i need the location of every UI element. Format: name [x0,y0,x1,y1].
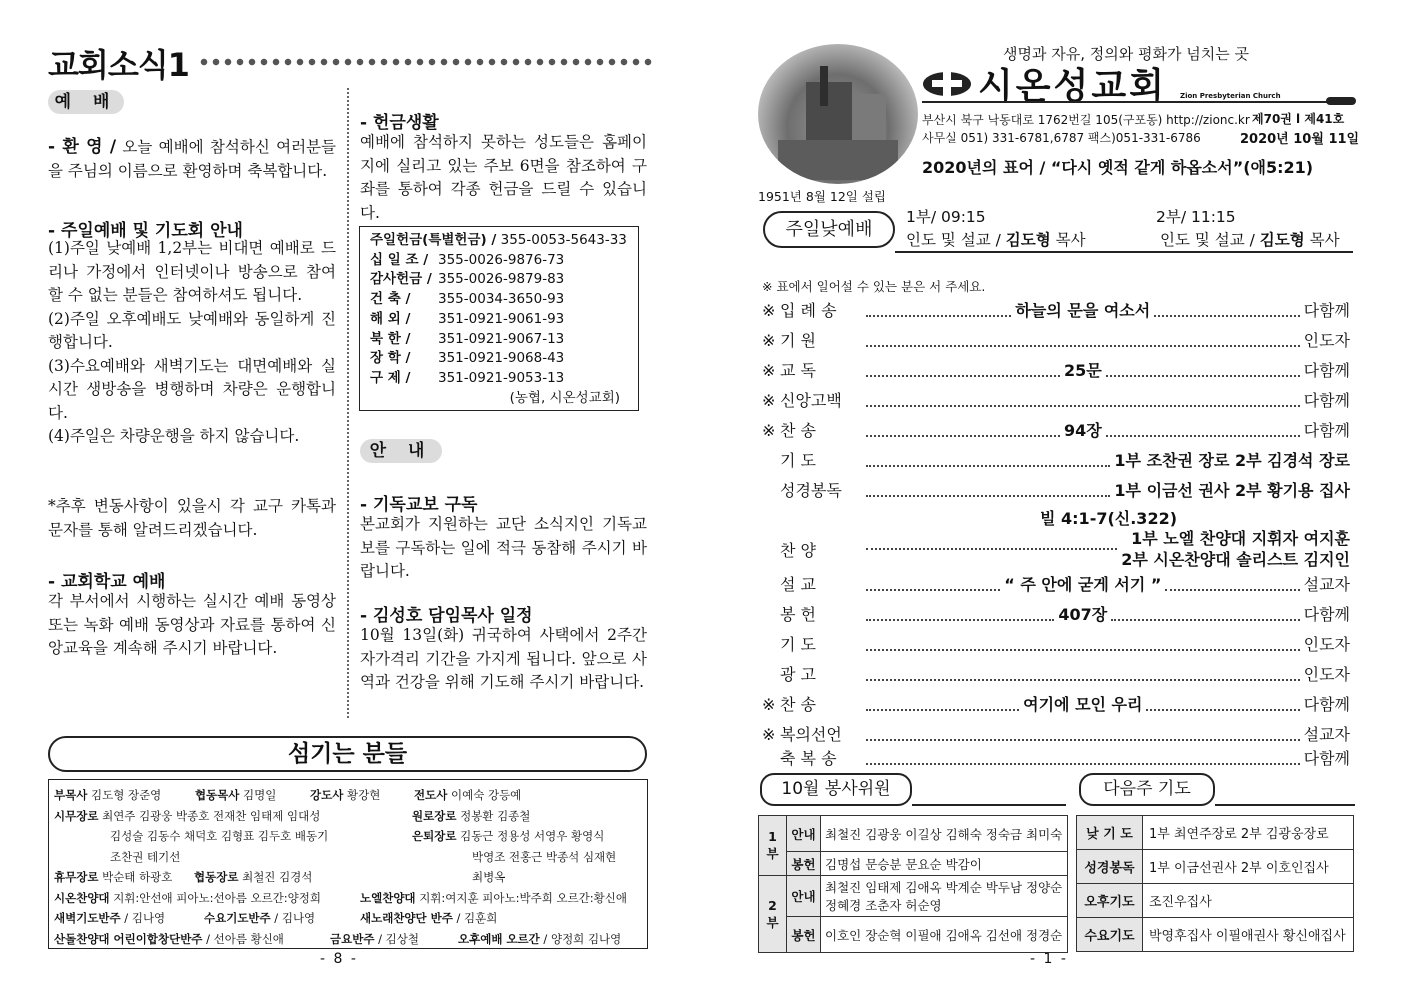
order-item: ※ 입 례 송 하늘의 문을 여소서 다함께 [762,301,1351,320]
issue-date: 2020년 10월 11일 [1240,132,1360,147]
guide-item: (1)주일 낮예배 1,2부는 비대면 예배로 드리나 가정에서 인터넷이나 방송으로 참여할 수 없는 분들은 참여하셔도 됩니다. [48,239,336,304]
account-row: 십 일 조 / 355-0026-9876-73 [370,251,565,268]
header-rule-cap [1326,97,1356,105]
service-title: 주일낮예배 [763,211,895,248]
order-item: ※ 복의선언 설교자 [762,725,1350,744]
account-row: 주일헌금(특별헌금) / 355-0053-5643-33 [370,232,627,248]
page-number-left: - 8 - [320,951,358,967]
pray-rule [1215,804,1355,806]
pray-row: 오후기도 조진우집사 [1077,884,1354,918]
volunteer-row: 2부 안내 최철진 임태제 김애옥 박계순 박두남 정양순 정혜경 조춘자 허순영 [759,876,1068,917]
servers-row: 휴무장로 박순태 하광호 협동장로 최철진 김경석 최병옥 [54,870,506,884]
volunteer-row: 봉헌 김명섭 문승분 문요순 박감이 [759,852,1068,876]
servers-row: 새벽기도반주 / 김나영 수요기도반주 / 김나영 새노래찬양단 반주 / 김훈희 [54,911,498,925]
title-dots [198,55,653,69]
volunteer-row: 1부 안내 최철진 김광웅 이길상 김해숙 정숙금 최미숙 [759,816,1068,852]
church-photo [758,44,918,184]
order-item: ※ 기 원 인도자 [762,331,1350,350]
volunteer-row: 봉헌 이호인 장순혁 이필애 김애옥 김선애 정경순 [759,917,1068,953]
welcome-text: 오늘 예배에 참석하신 여러분들을 주님의 이름으로 환영하며 축복합니다. [48,138,337,180]
order-of-service-2 [762,566,1350,770]
servers-row: 시온찬양대 지휘:안선애 피아노:선아름 오르간:양정희 노엘찬양대 지휘:여지훈 피아노:박주희 오르간:황신애 [54,890,627,905]
pray-row: 수요기도 박영후집사 이필애권사 황신애집사 [1077,918,1354,952]
servers-row: 산돌찬양대 어린이합창단반주 / 선아름 황신애 금요반주 / 김상철 오후예배 오르간 / 양정희 김나영 [54,931,622,946]
order-item: 성경봉독 1부 이금선 권사 2부 황기용 집사 [780,481,1350,500]
volume: 제70권 l 제41호 [1252,112,1345,126]
account-row: 장 학 / 351-0921-9068-43 [370,350,565,367]
servers-box [48,779,648,949]
change-note: *추후 변동사항이 있을시 각 교구 카톡과 문자를 통해 알려드리겠습니다. [48,497,336,539]
page-title: 교회소식1 [48,46,189,84]
church-en: Zion Presbyterian Church [1180,92,1281,100]
church-phone: 사무실 051) 331-6781,6787 팩스)051-331-6786 [922,131,1201,145]
order-item: 광 고 인도자 [780,665,1350,684]
servers-row: 김성술 김동수 채덕호 김형표 김두호 배동기 은퇴장로 김동근 정용성 서영우 황영식 [110,829,605,843]
scripture: 빌 4:1-7(신.322) [1040,509,1178,528]
choir-line: 1부 노엘 찬양대 지휘자 여지훈 [1131,529,1350,548]
church-address: 부산시 북구 낙동대로 1762번길 105(구포동) http://zionc.kr [922,113,1250,127]
account-row: 건 축 / 355-0034-3650-93 [370,291,565,308]
service2-leader: 인도 및 설교 / 김도형 목사 [1160,231,1340,249]
servers-row: 부목사 김도형 장준영 협동목사 김명일 강도사 황강현 전도사 이예숙 강등예 [54,788,522,802]
offer-head: - 헌금생활 [360,113,439,133]
order-item: 기 도 1부 조찬권 장로 2부 김경석 장로 [780,451,1350,470]
account-box [359,226,639,411]
account-row: 해 외 / 351-0921-9061-93 [370,310,565,327]
choir-line: 2부 시온찬양대 솔리스트 김지인 [1121,550,1350,569]
order-of-service [762,292,1350,502]
account-row: 구 제 / 351-0921-9053-13 [370,369,565,386]
order-item: 설 교 “ 주 안에 굳게 서기 ” 설교자 [780,575,1351,594]
guide-item: (4)주일은 차량운행을 하지 않습니다. [48,427,300,445]
offer-text: 예배에 참석하지 못하는 성도들은 홈페이지에 실리고 있는 주보 6면을 참조하여 구좌를 통하여 각종 헌금을 드릴 수 있습니다. [360,133,647,222]
church-logo-icon [922,64,972,100]
pray-row: 성경봉독 1부 이금선권사 2부 이호인집사 [1077,850,1354,884]
choir-item: 찬 양 1부 노엘 찬양대 지휘자 여지훈 2부 시온찬양대 솔리스트 김지인 [780,529,1350,569]
welcome-block [48,136,336,183]
order-item: ※ 신앙고백 다함께 [762,391,1350,410]
pray-title: 다음주 기도 [1079,773,1215,806]
service2-time: 2부/ 11:15 [1156,208,1236,226]
church-motto: 생명과 자유, 정의와 평화가 넘치는 곳 [1003,45,1249,63]
guide-item: (2)주일 오후예배도 낮예배와 동일하게 진행합니다. [48,309,336,351]
school-text: 각 부서에서 시행하는 실시간 예배 동영상 또는 녹화 예배 동영상과 자료를 통하여 신앙교육을 계속해 주시기 바랍니다. [48,592,336,657]
account-row: 감사헌금 / 355-0026-9879-83 [370,271,565,288]
church-name: 시온성교회 [978,66,1167,107]
volunteer-title: 10월 봉사위원 [760,773,912,806]
order-item: 기 도 인도자 [780,635,1350,654]
info-pill: 안 내 [360,439,442,463]
pastor-head: - 김성호 담임목사 일정 [360,606,533,626]
guide-head: - 주일예배 및 기도회 안내 [48,221,243,241]
servers-title: 섬기는 분들 [48,736,647,772]
order-item: ※ 교 독 25문 다함께 [762,361,1351,380]
stand-note: ※ 표에서 일어설 수 있는 분은 서 주세요. [762,279,986,294]
volunteer-rule [912,804,1066,806]
service1-leader: 인도 및 설교 / 김도형 목사 [906,231,1086,249]
servers-row: 조찬권 테기선 박영조 전홍근 박종석 심재현 [110,849,617,864]
order-item: 봉 헌 407장 다함께 [780,605,1351,624]
school-head: - 교회학교 예배 [48,572,166,592]
paper-text: 본교회가 지원하는 교단 소식지인 기독교보를 구독하는 일에 적극 동참해 주시기 바랍니다. [360,515,647,580]
pray-row: 낮 기 도 1부 최연주장로 2부 김광웅장로 [1077,816,1354,850]
column-divider [347,88,349,718]
guide-list [48,237,336,449]
welcome-head: - 환 영 / [48,137,117,157]
pastor-text: 10월 13일(화) 귀국하여 사택에서 2주간 자가격리 기간을 가지게 됩니다. 앞으로 사역과 건강을 위해 기도해 주시기 바랍니다. [360,626,647,691]
order-item: ※ 찬 송 여기에 모인 우리 다함께 [762,695,1350,714]
worship-pill: 예 배 [48,90,124,114]
service1-time: 1부/ 09:15 [906,208,986,226]
guide-item: (3)수요예배와 새벽기도는 대면예배와 실시간 생방송을 병행하며 차량은 운행합니다. [48,356,336,422]
page-number-right: - 1 - [1030,951,1068,967]
order-item: ※ 찬 송 94장 다함께 [762,421,1351,440]
service-rule [895,251,1353,253]
pray-table [1076,815,1354,952]
year-motto: 2020년의 표어 / “다시 옛적 같게 하옵소서”(애5:21) [922,158,1314,177]
header-rule [922,101,1354,103]
servers-row: 시무장로 최연주 김광웅 박종호 전재찬 임태제 임대성 원로장로 정봉환 김종철 [54,808,531,823]
volunteer-table [758,815,1068,953]
account-row: 북 한 / 351-0921-9067-13 [370,330,565,347]
founded: 1951년 8월 12일 설립 [758,189,886,204]
bank-note: (농협, 시온성교회) [509,389,620,406]
paper-head: - 기독교보 구독 [360,495,478,515]
order-item: 축 복 송 다함께 [780,749,1350,768]
